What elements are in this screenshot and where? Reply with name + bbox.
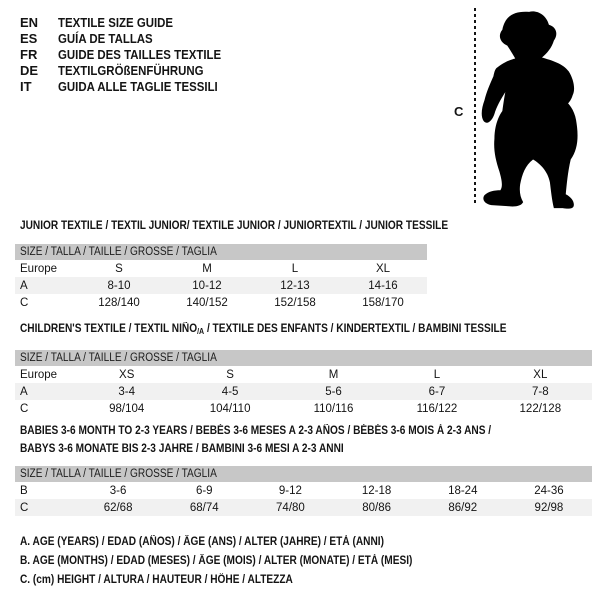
height-figure — [446, 0, 600, 216]
row-label: C — [20, 501, 29, 514]
table-row-c — [15, 499, 592, 516]
value-cell: 158/170 — [362, 296, 404, 309]
value-cell: 68/74 — [189, 501, 219, 514]
value-cell: 12-18 — [361, 484, 392, 497]
children-size-table — [15, 350, 592, 417]
size-cell: L — [433, 368, 441, 381]
value-cell: 8-10 — [107, 279, 131, 292]
value-cell: 152/158 — [274, 296, 316, 309]
table-row-c — [15, 400, 592, 417]
value-cell: 18-24 — [448, 484, 478, 497]
value-cell: 86/92 — [448, 501, 478, 514]
value-cell: 6-9 — [195, 484, 213, 497]
measurement-legend — [20, 532, 600, 589]
section-childrens-textile — [15, 319, 592, 417]
value-cell: 3-4 — [118, 385, 136, 398]
babies-size-table — [15, 466, 592, 516]
value-cell: 12-13 — [280, 279, 310, 292]
value-cell: 98/104 — [109, 402, 145, 415]
section-title-line1: BABIES 3-6 MONTH TO 2-3 YEARS / BEBÉS 3-6 MESES A 2-3 AÑOS / BÉBÉS 3-6 MOIS À 2-3 ANS / — [20, 425, 492, 437]
table-row-europe — [15, 366, 592, 383]
table-row-a — [15, 277, 427, 294]
value-cell: 9-12 — [278, 484, 302, 497]
value-cell: 110/116 — [313, 402, 354, 415]
value-cell: 116/122 — [416, 402, 458, 415]
height-measure-dashed-line — [474, 8, 476, 205]
row-label: C — [20, 402, 29, 415]
row-label: Europe — [20, 262, 58, 275]
guide-title-es: GUÍA DE TALLAS — [58, 30, 153, 46]
value-cell: 4-5 — [221, 385, 239, 398]
size-cell: M — [202, 262, 212, 275]
legend-line-b: B. AGE (MONTHS) / EDAD (MESES) / ÂGE (MOIS) / ALTER (MONATE) / ETÀ (MESI) — [20, 555, 413, 567]
size-band-header: SIZE / TALLA / TAILLE / GRÖSSE / TAGLIA — [15, 466, 592, 482]
table-row-a — [15, 383, 592, 400]
size-cell: M — [328, 368, 339, 381]
row-label: Europe — [20, 368, 58, 381]
language-row-de — [20, 62, 243, 78]
language-code: EN — [20, 14, 39, 30]
size-band-header: SIZE / TALLA / TAILLE / GRÖSSE / TAGLIA — [15, 244, 427, 260]
section-title-line2: BABYS 3-6 MONATE BIS 2-3 JAHRE / BAMBINI 3-6 MESI A 2-3 ANNI — [20, 443, 344, 455]
size-cell: S — [226, 368, 234, 381]
value-cell: 10-12 — [192, 279, 222, 292]
subscript: /A — [197, 327, 205, 336]
size-band-header: SIZE / TALLA / TAILLE / GRÖSSE / TAGLIA — [15, 350, 592, 366]
size-cell: S — [115, 262, 123, 275]
value-cell: 24-36 — [534, 484, 564, 497]
section-junior-textile — [15, 216, 449, 311]
language-header — [20, 14, 243, 94]
value-cell: 14-16 — [368, 279, 398, 292]
guide-title-en: TEXTILE SIZE GUIDE — [58, 14, 174, 30]
guide-title-de: TEXTILGRÖßENFÜHRUNG — [58, 62, 204, 78]
size-cell: XL — [375, 262, 391, 275]
guide-title-it: GUIDA ALLE TAGLIE TESSILI — [58, 78, 218, 94]
value-cell: 92/98 — [534, 501, 564, 514]
legend-line-a: A. AGE (YEARS) / EDAD (AÑOS) / ÂGE (ANS) / ALTER (JAHRE) / ETÀ (ANNI) — [20, 536, 384, 548]
value-cell: 62/68 — [103, 501, 133, 514]
language-code: IT — [20, 78, 32, 94]
language-code: FR — [20, 46, 38, 62]
value-cell: 6-7 — [428, 385, 446, 398]
value-cell: 104/110 — [209, 402, 251, 415]
language-row-es — [20, 30, 243, 46]
table-row-europe — [15, 260, 427, 277]
section-title: JUNIOR TEXTILE / TEXTIL JUNIOR/ TEXTILE JUNIOR / JUNIORTEXTIL / JUNIOR TESSILE — [20, 220, 449, 232]
language-row-en — [20, 14, 243, 30]
guide-title-fr: GUIDE DES TAILLES TEXTILE — [58, 46, 222, 62]
value-cell: 128/140 — [98, 296, 140, 309]
section-title: CHILDREN'S TEXTILE / TEXTIL $NIÑO_{/A}$ / TEXTILE DES ENFANTS / KINDERTEXTIL / BAMBINI TESSILE — [20, 323, 507, 336]
row-label: A — [20, 385, 28, 398]
height-measure-label: C — [454, 104, 464, 119]
table-row-c — [15, 294, 427, 311]
junior-size-table — [15, 244, 427, 311]
row-label: A — [20, 279, 28, 292]
size-cell: XS — [119, 368, 135, 381]
language-code: DE — [20, 62, 39, 78]
legend-line-c: C. (cm) HEIGHT / ALTURA / HAUTEUR / HÖHE / ALTEZZA — [20, 574, 293, 586]
value-cell: 5-6 — [325, 385, 342, 398]
value-cell: 140/152 — [186, 296, 228, 309]
value-cell: 80/86 — [362, 501, 391, 514]
row-label: C — [20, 296, 29, 309]
value-cell: 7-8 — [532, 385, 549, 398]
toddler-silhouette-icon — [478, 2, 600, 215]
value-cell: 3-6 — [109, 484, 127, 497]
language-row-it — [20, 78, 243, 94]
value-cell: 74/80 — [276, 501, 305, 514]
language-code: ES — [20, 30, 38, 46]
size-cell: XL — [533, 368, 548, 381]
size-cell: L — [291, 262, 299, 275]
section-babies-textile — [15, 421, 592, 516]
value-cell: 122/128 — [519, 402, 562, 415]
language-row-fr — [20, 46, 243, 62]
table-row-b — [15, 482, 592, 499]
row-label: B — [20, 484, 28, 497]
